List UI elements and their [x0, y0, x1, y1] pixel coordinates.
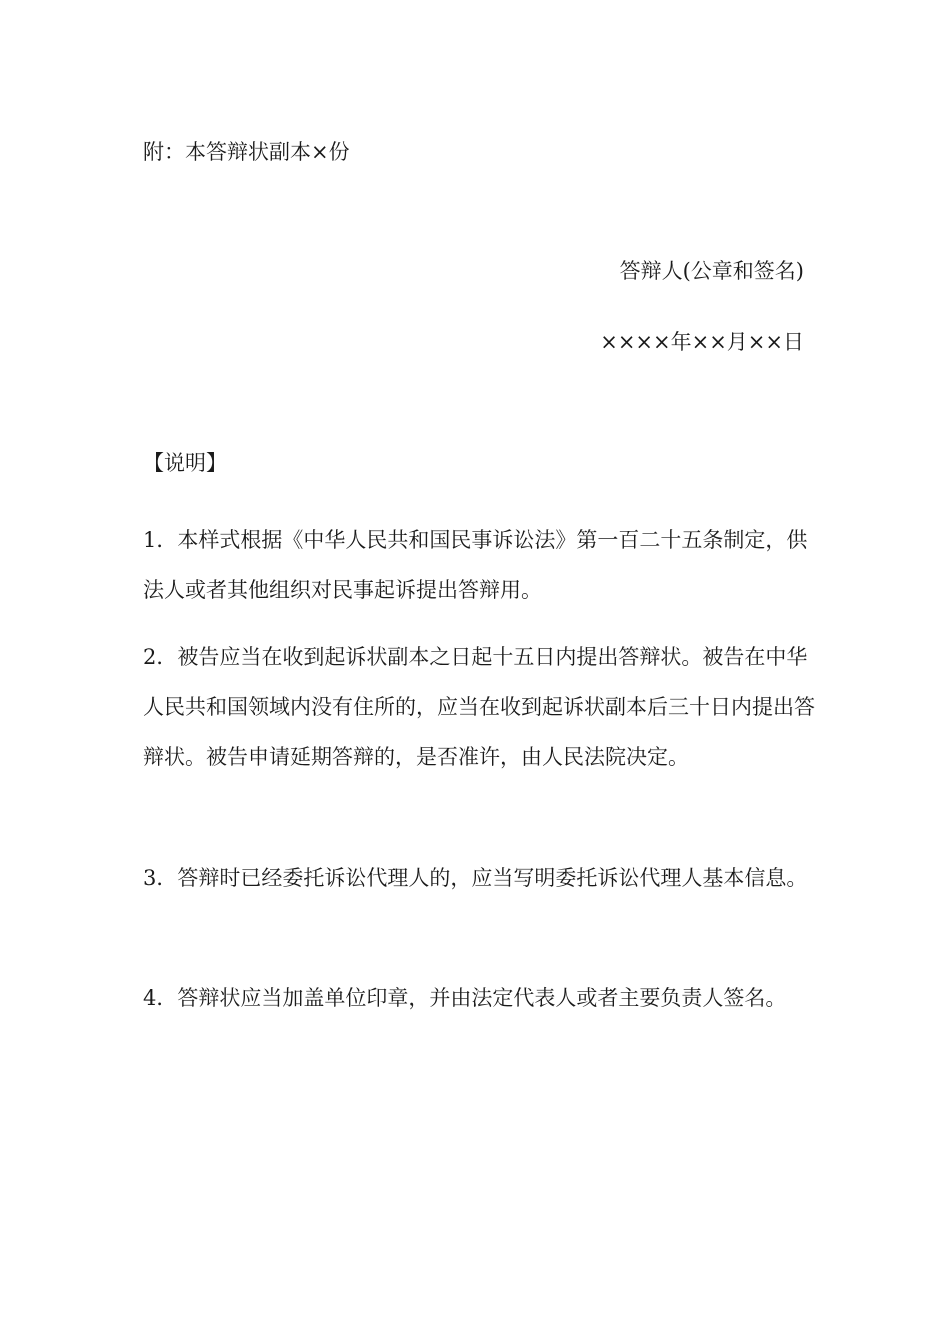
attachment-line: 附：本答辩状副本×份	[143, 140, 350, 164]
date-line: ××××年××月××日	[600, 330, 804, 354]
note-paragraph-2: 2．被告应当在收到起诉状副本之日起十五日内提出答辩状。被告在中华人民共和国领域内没有住所的，应当在收到起诉状副本后三十日内提出答辩状。被告申请延期答辩的，是否准许，由人民法院决定。	[143, 645, 815, 769]
note-paragraph-1: 1．本样式根据《中华人民共和国民事诉讼法》第一百二十五条制定，供法人或者其他组织对民事起诉提出答辩用。	[143, 528, 808, 602]
note-paragraph-3: 3．答辩时已经委托诉讼代理人的，应当写明委托诉讼代理人基本信息。	[143, 866, 808, 890]
signer-line: 答辩人(公章和签名)	[619, 259, 804, 283]
note-paragraph-4: 4．答辩状应当加盖单位印章，并由法定代表人或者主要负责人签名。	[143, 986, 787, 1010]
notes-heading: 【说明】	[143, 451, 227, 475]
